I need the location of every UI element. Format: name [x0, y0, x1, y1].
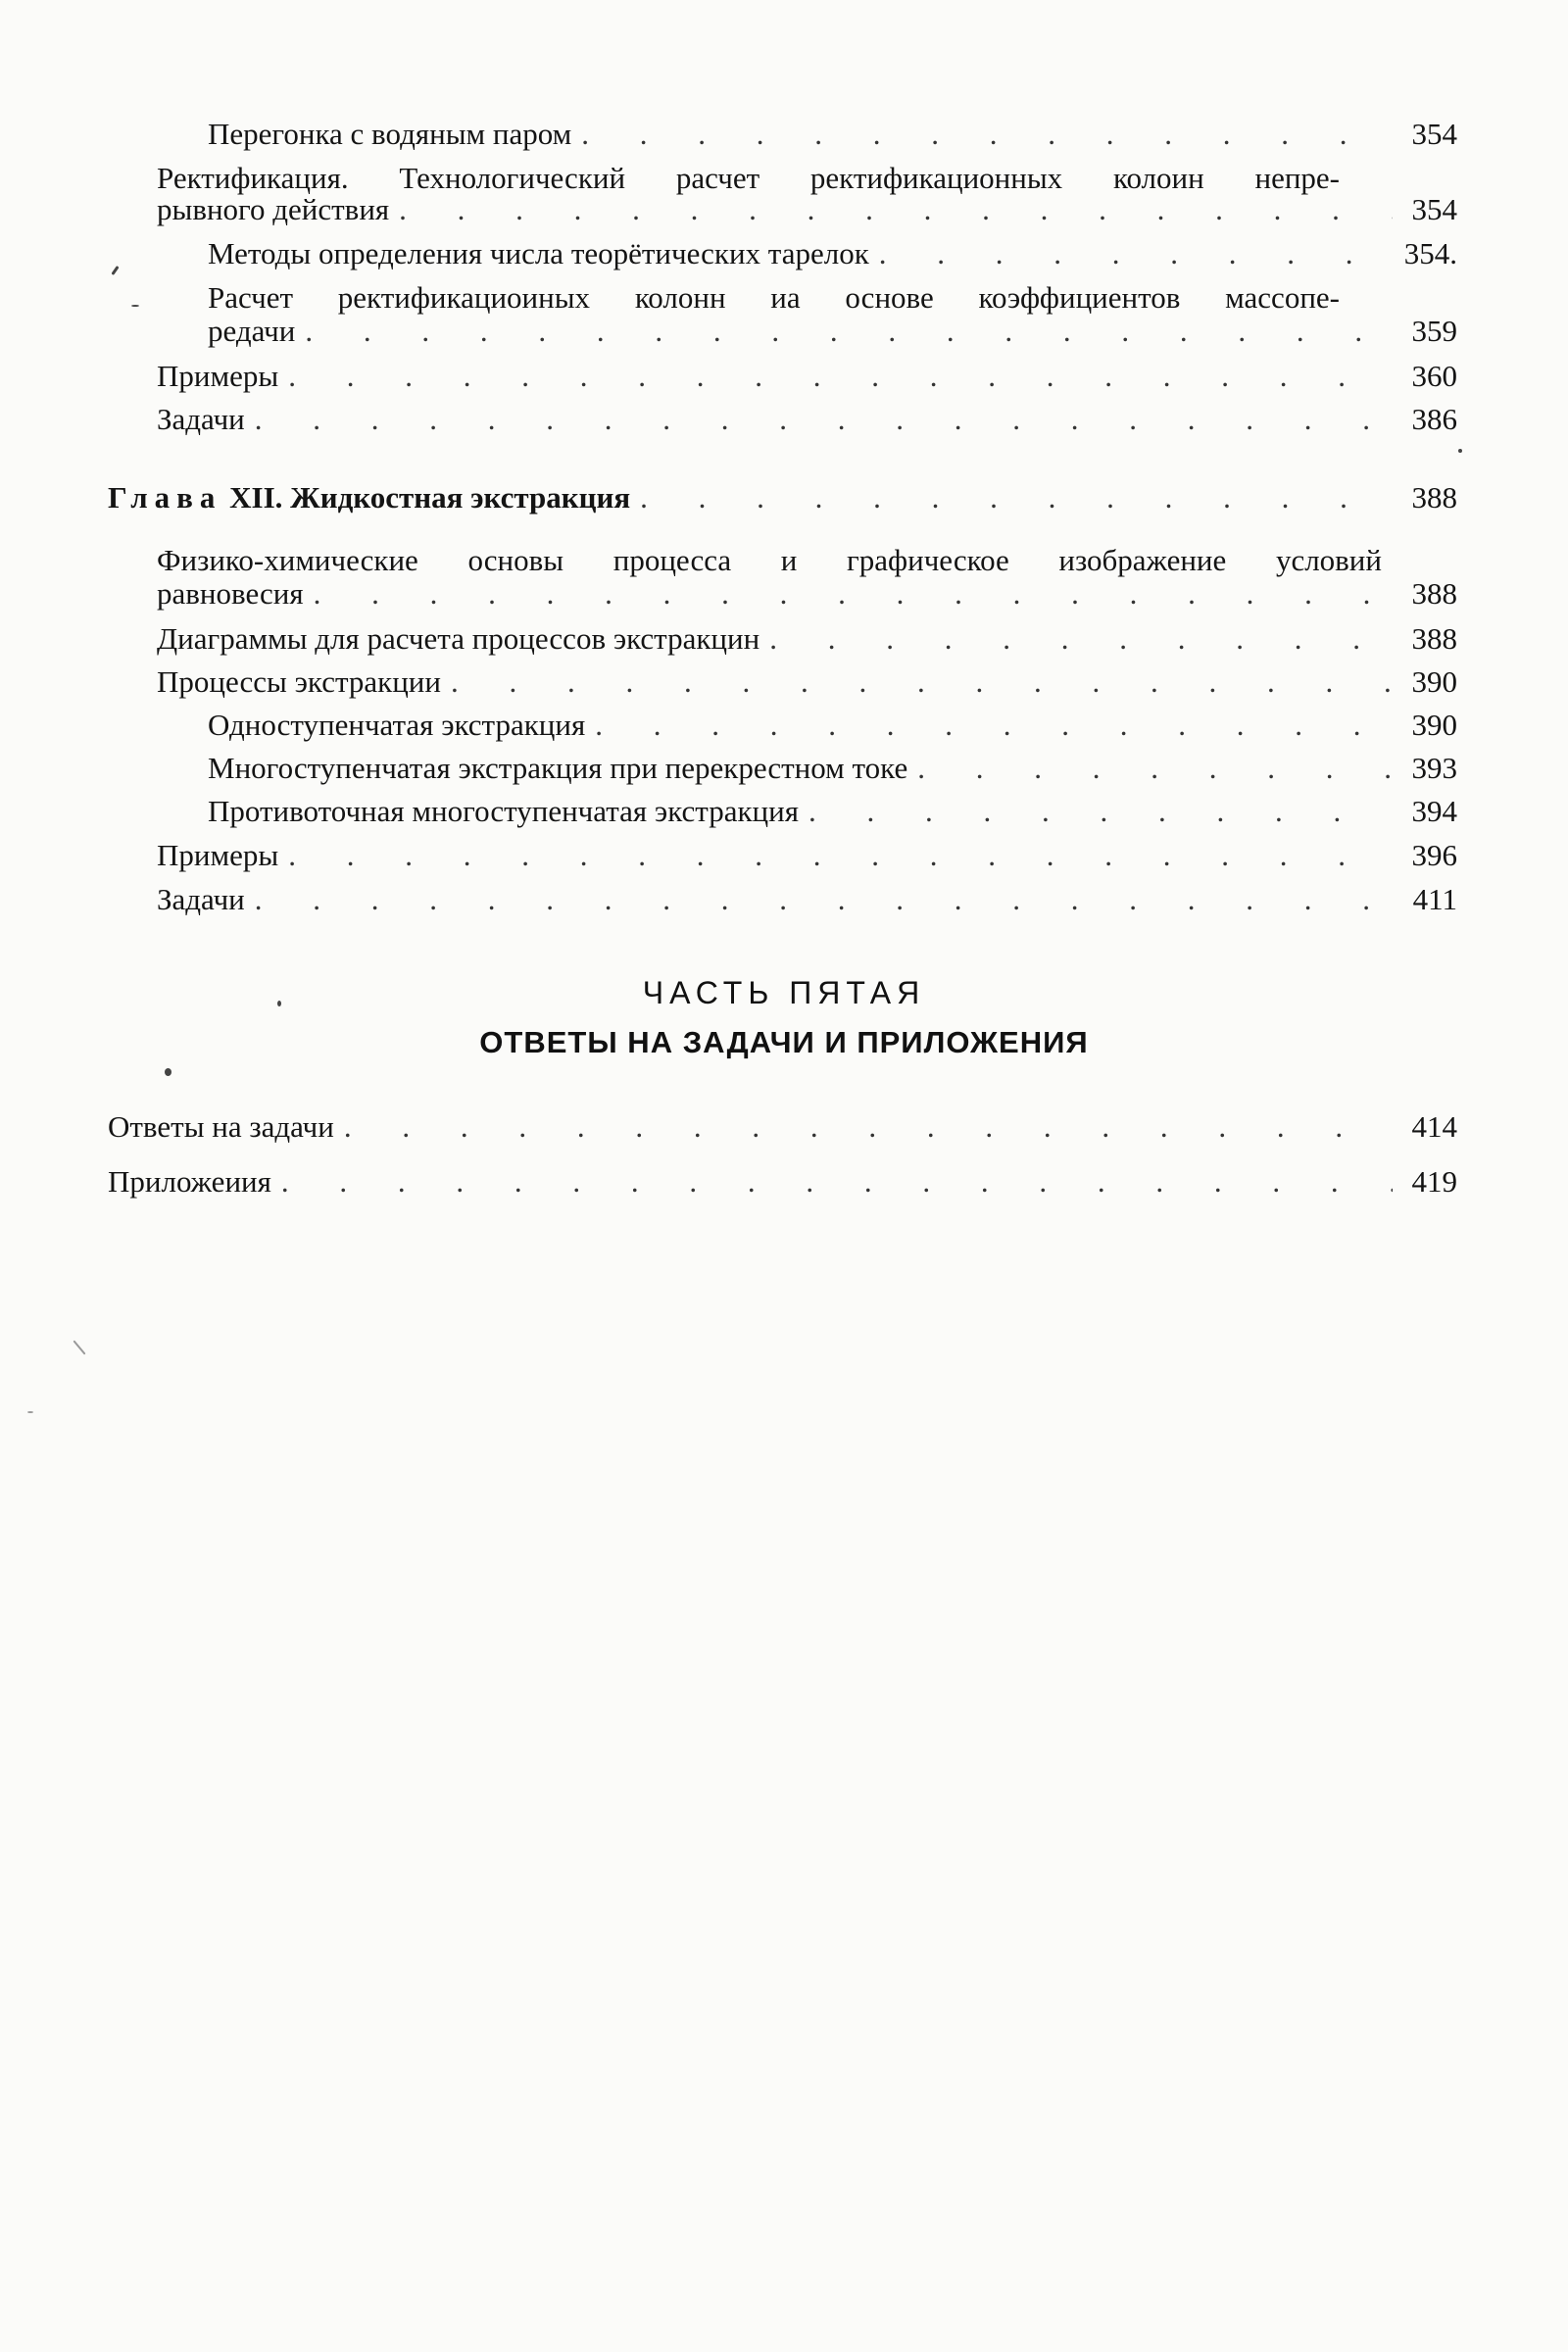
toc-page-number: 360 — [1411, 359, 1457, 393]
toc-entry-label: Методы определения числа теорётических тарелок — [208, 236, 869, 270]
toc-entry — [157, 664, 1457, 700]
leader-dots — [344, 1109, 1393, 1145]
toc-entry-label-line2: равновесия — [157, 576, 304, 611]
toc-entry — [208, 314, 1457, 349]
toc-entry-label-line1: Физико-химические основы процесса и графическое изображение условий — [157, 543, 1382, 577]
leader-dots — [595, 708, 1393, 743]
toc-entry — [208, 708, 1457, 743]
leader-dots — [769, 621, 1393, 657]
toc-entry-label: Перегонка с водяным паром — [208, 117, 572, 151]
toc-entry-label: Ответы на задачи — [108, 1109, 334, 1144]
toc-page-number: 354 — [1411, 117, 1457, 151]
toc-entry-label-line2: редачи — [208, 314, 296, 348]
toc-entry-label: Процессы экстракции — [157, 664, 441, 699]
chapter-heading — [108, 480, 1457, 515]
scan-speck — [111, 266, 119, 275]
leader-dots — [581, 117, 1393, 152]
leader-dots — [808, 794, 1393, 829]
leader-dots — [640, 480, 1393, 515]
toc-entry — [208, 794, 1457, 829]
toc-entry-label: Одноступенчатая экстракция — [208, 708, 586, 742]
toc-page-number: 390 — [1411, 664, 1457, 699]
leader-dots — [288, 838, 1393, 873]
toc-page-number: 388 — [1411, 480, 1457, 514]
toc-page-number: 411 — [1412, 882, 1457, 916]
toc-page-number: 396 — [1411, 838, 1457, 872]
leader-dots — [917, 751, 1393, 786]
leader-dots — [399, 192, 1393, 227]
scan-speck — [165, 1068, 172, 1076]
toc-entry-label: Задачи — [157, 882, 245, 916]
toc-page-number: 388 — [1411, 621, 1457, 656]
part-title-heading: ОТВЕТЫ НА ЗАДАЧИ И ПРИЛОЖЕНИЯ — [479, 1025, 1089, 1059]
toc-page-number: 414 — [1411, 1109, 1457, 1144]
toc-entry — [157, 359, 1457, 394]
scan-speck — [131, 305, 139, 307]
chapter-prefix: Глава — [108, 480, 222, 514]
chapter-heading-label — [108, 480, 630, 515]
toc-entry — [208, 117, 1457, 152]
toc-entry-label: Многоступенчатая экстракция при перекрестном токе — [208, 751, 908, 785]
toc-entry — [208, 236, 1457, 271]
toc-entry — [157, 576, 1457, 612]
part-number-heading: ЧАСТЬ ПЯТАЯ — [642, 975, 926, 1010]
scan-speck — [27, 1411, 33, 1413]
toc-entry-label-line1: Расчет ректификациоиных колонн иа основе коэффициентов массопе- — [208, 280, 1340, 315]
scan-speck — [277, 1001, 281, 1006]
toc-entry-label: Задачи — [157, 402, 245, 436]
toc-entry-label: Примеры — [157, 359, 279, 393]
leader-dots — [281, 1164, 1393, 1200]
toc-page-number: 359 — [1411, 314, 1457, 348]
toc-entry — [208, 751, 1457, 786]
toc-entry-label: Диаграммы для расчета процессов экстракцин — [157, 621, 760, 656]
leader-dots — [255, 882, 1393, 917]
toc-entry-label: Приложеиия — [108, 1164, 271, 1199]
leader-dots — [255, 402, 1393, 437]
toc-page-number: 394 — [1411, 794, 1457, 828]
toc-entry — [157, 192, 1457, 227]
leader-dots — [305, 314, 1393, 349]
toc-entry — [157, 882, 1457, 917]
toc-page-number: 388 — [1411, 576, 1457, 611]
scan-speck — [73, 1340, 85, 1354]
scan-speck — [1458, 449, 1462, 453]
toc-page-number: 390 — [1411, 708, 1457, 742]
toc-entry — [157, 838, 1457, 873]
toc-entry — [157, 402, 1457, 437]
toc-page-number: 386 — [1411, 402, 1457, 436]
toc-entry-label-line1: Ректификация. Технологический расчет ректификационных колоин непре- — [157, 161, 1340, 195]
leader-dots — [288, 359, 1393, 394]
toc-entry — [108, 1109, 1457, 1145]
chapter-title: XII. Жидкостная экстракция — [229, 480, 631, 514]
toc-page-number: 354 — [1411, 192, 1457, 226]
leader-dots — [879, 236, 1393, 271]
leader-dots — [451, 664, 1393, 700]
toc-page-number: 354. — [1403, 236, 1457, 270]
toc-entry — [157, 621, 1457, 657]
toc-page-number: 393 — [1411, 751, 1457, 785]
leader-dots — [314, 576, 1393, 612]
toc-entry-label-line2: рывного действия — [157, 192, 390, 226]
toc-entry — [108, 1164, 1457, 1200]
toc-page-number: 419 — [1411, 1164, 1457, 1199]
toc-entry-label: Противоточная многоступенчатая экстракция — [208, 794, 799, 828]
toc-entry-label: Примеры — [157, 838, 279, 872]
